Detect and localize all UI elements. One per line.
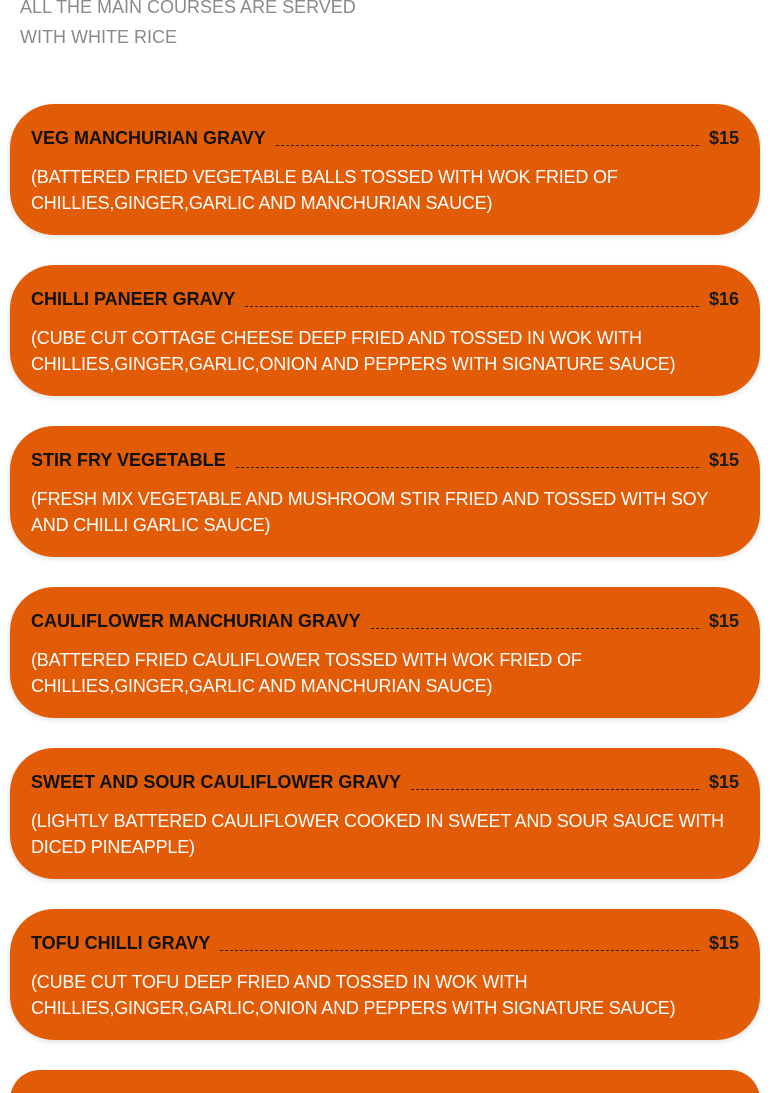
dish-price: $15 <box>708 450 739 470</box>
menu-item-card <box>10 104 760 235</box>
menu-item-header <box>31 289 739 309</box>
menu-item-card-partial <box>10 1070 760 1093</box>
menu-item-header <box>31 611 739 631</box>
dish-price: $15 <box>708 128 739 148</box>
dish-name: TOFU CHILLI GRAVY <box>31 933 211 953</box>
intro-line-2: WITH WHITE RICE <box>20 27 177 47</box>
dish-name: VEG MANCHURIAN GRAVY <box>31 128 266 148</box>
dish-price: $16 <box>708 289 739 309</box>
menu-item-card <box>10 265 760 396</box>
menu-list <box>10 104 760 1093</box>
dish-price: $15 <box>708 772 739 792</box>
menu-item-header <box>31 128 739 148</box>
dish-name: SWEET AND SOUR CAULIFLOWER GRAVY <box>31 772 401 792</box>
dish-name: STIR FRY VEGETABLE <box>31 450 226 470</box>
dotted-leader <box>220 950 699 951</box>
dotted-leader <box>276 145 699 146</box>
dish-price: $15 <box>708 611 739 631</box>
dish-description: (BATTERED FRIED CAULIFLOWER TOSSED WITH WOK FRIED OF CHILLIES,GINGER,GARLIC AND MANCHURIAN SAUCE) <box>31 650 582 696</box>
dish-description: (FRESH MIX VEGETABLE AND MUSHROOM STIR FRIED AND TOSSED WITH SOY AND CHILLI GARLIC SAUCE) <box>31 489 708 535</box>
dotted-leader <box>371 628 699 629</box>
dish-price: $15 <box>708 933 739 953</box>
dish-description: (CUBE CUT COTTAGE CHEESE DEEP FRIED AND TOSSED IN WOK WITH CHILLIES,GINGER,GARLIC,ONION AND PEPPERS WITH SIGNATURE SAUCE) <box>31 328 676 374</box>
menu-item-card <box>10 909 760 1040</box>
dish-description: (BATTERED FRIED VEGETABLE BALLS TOSSED WITH WOK FRIED OF CHILLIES,GINGER,GARLIC AND MANCHURIAN SAUCE) <box>31 167 618 213</box>
menu-item-header <box>31 772 739 792</box>
menu-item-card <box>10 426 760 557</box>
menu-item-header <box>31 933 739 953</box>
dotted-leader <box>236 467 699 468</box>
menu-item-header <box>31 450 739 470</box>
intro-note <box>20 0 420 52</box>
intro-line-1: ALL THE MAIN COURSES ARE SERVED <box>20 0 356 17</box>
dish-name: CHILLI PANEER GRAVY <box>31 289 236 309</box>
menu-item-card <box>10 587 760 718</box>
menu-item-card <box>10 748 760 879</box>
dotted-leader <box>245 306 699 307</box>
dish-description: (LIGHTLY BATTERED CAULIFLOWER COOKED IN SWEET AND SOUR SAUCE WITH DICED PINEAPPLE) <box>31 811 724 857</box>
dish-description: (CUBE CUT TOFU DEEP FRIED AND TOSSED IN WOK WITH CHILLIES,GINGER,GARLIC,ONION AND PEPPERS WITH SIGNATURE SAUCE) <box>31 972 676 1018</box>
dish-name: CAULIFLOWER MANCHURIAN GRAVY <box>31 611 361 631</box>
dotted-leader <box>411 789 699 790</box>
